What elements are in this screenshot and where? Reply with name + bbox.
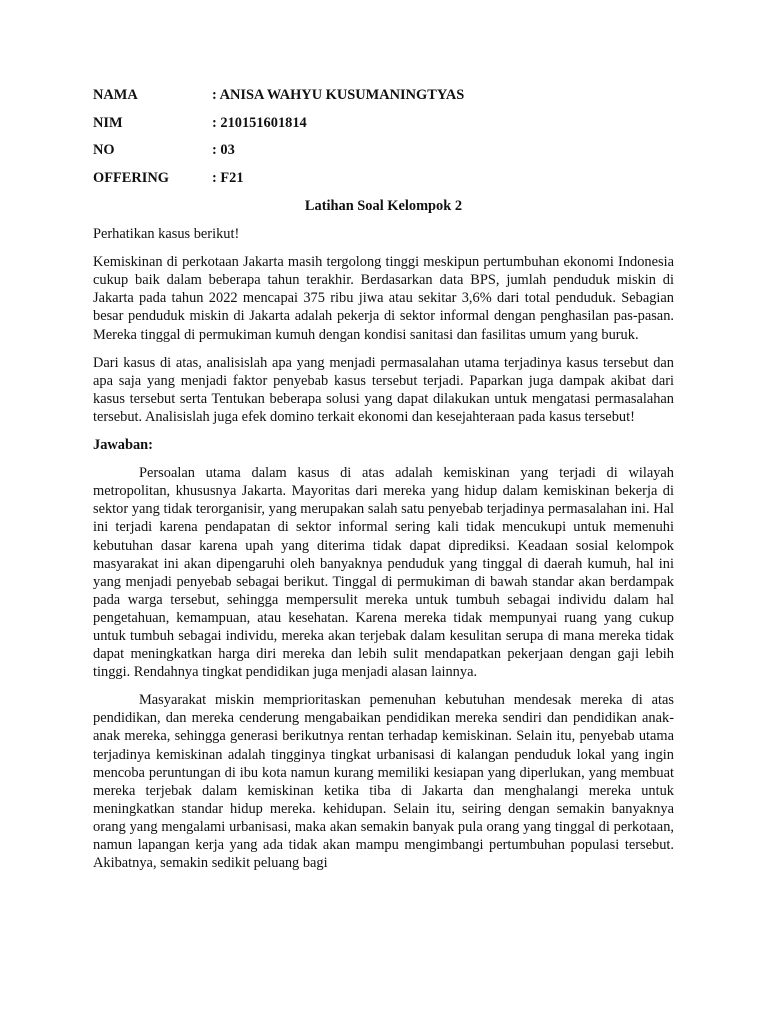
identity-value: : ANISA WAHYU KUSUMANINGTYAS (212, 87, 465, 103)
identity-value: : F21 (212, 169, 244, 186)
identity-label: OFFERING (93, 169, 169, 186)
identity-value: : 210151601814 (212, 114, 307, 131)
document-content (93, 86, 674, 882)
identity-label: NIM (93, 114, 123, 131)
instruction-text: Perhatikan kasus berikut! (93, 226, 240, 243)
answer-paragraph: Masyarakat miskin memprioritaskan pemenuhan kebutuhan mendesak mereka di atas pendidikan, dan mereka cenderung mengabaikan pendidikan mereka sendiri dan pendidikan anak-anak mereka, sehingga generasi berikutnya rentan terhadap kemiskinan. Selain itu, penyebab utama terjadinya kemiskinan adalah tingginya tingkat urbanisasi di kalangan penduduk lokal yang ingin mencoba peruntungan di ibu kota namun kurang memiliki kesiapan yang diperlukan, yang membuat mereka terjebak dalam kemiskinan ketika tiba di Jakarta dan menghalangi mereka untuk meningkatkan standar hidup mereka. kehidupan. Selain itu, seiring dengan semakin banyaknya orang yang mengalami urbanisasi, maka akan semakin banyak pula orang yang tinggal di perkotaan, namun lapangan kerja yang ada tidak akan mampu mengimbangi pertumbuhan populasi tersebut. Akibatnya, semakin sedikit peluang bagi (93, 692, 674, 872)
identity-value: : 03 (212, 142, 235, 158)
answer-heading: Jawaban: (93, 437, 153, 454)
document-title: Latihan Soal Kelompok 2 (304, 198, 463, 214)
identity-row-offering (93, 169, 674, 197)
identity-row-nama (93, 86, 674, 114)
identity-label: NAMA (93, 87, 138, 103)
answer-paragraph: Persoalan utama dalam kasus di atas adalah kemiskinan yang terjadi di wilayah metropolitan, khususnya Jakarta. Mayoritas dari mereka yang hidup dalam kemiskinan bekerja di sektor yang tidak terorganisir, yang merupakan salah satu penyebab terjadinya permasalahan ini. Hal ini terjadi karena pendapatan di sektor informal sering kali tidak mencukupi untuk memenuhi kebutuhan dasar karena upah yang diterima tidak dapat diprediksi. Keadaan sosial kelompok masyarakat ini akan dipengaruhi oleh banyaknya penduduk yang tinggal di daerah kumuh, hal ini yang menjadi penyebab sebagai berikut. Tinggal di permukiman di bawah standar akan berdampak pada warga tersebut, sehingga mempersulit mereka untuk tumbuh sebagai individu dalam hal pengetahuan, kemampuan, atau kesehatan. Karena mereka tidak mempunyai ruang yang cukup untuk tumbuh sebagai individu, mereka akan terjebak dalam kesulitan serupa di mana mereka tidak dapat meningkatkan harga diri mereka dan lebih sulit mendapatkan pekerjaan dengan gaji lebih tinggi. Rendahnya tingkat pendidikan juga menjadi alasan lainnya. (93, 465, 674, 681)
question-paragraph: Dari kasus di atas, analisislah apa yang menjadi permasalahan utama terjadinya kasus tersebut dan apa saja yang menjadi faktor penyebab kasus tersebut terjadi. Paparkan juga dampak akibat dari kasus tersebut serta Tentukan beberapa solusi yang dapat dilakukan untuk mengatasi permasalahan tersebut. Analisislah juga efek domino terkait ekonomi dan kesejahteraan pada kasus tersebut! (93, 354, 674, 425)
identity-row-nim (93, 114, 674, 142)
identity-row-no (93, 141, 674, 169)
case-paragraph: Kemiskinan di perkotaan Jakarta masih tergolong tinggi meskipun pertumbuhan ekonomi Indonesia cukup baik dalam beberapa tahun terakhir. Berdasarkan data BPS, jumlah penduduk miskin di Jakarta pada tahun 2022 mencapai 375 ribu jiwa atau sekitar 3,6% dari total penduduk. Sebagian besar penduduk miskin di Jakarta adalah pekerja di sektor informal dengan penghasilan pas-pasan. Mereka tinggal di permukiman kumuh dengan kondisi sanitasi dan fasilitas umum yang buruk. (93, 254, 674, 343)
identity-label: NO (93, 142, 115, 158)
